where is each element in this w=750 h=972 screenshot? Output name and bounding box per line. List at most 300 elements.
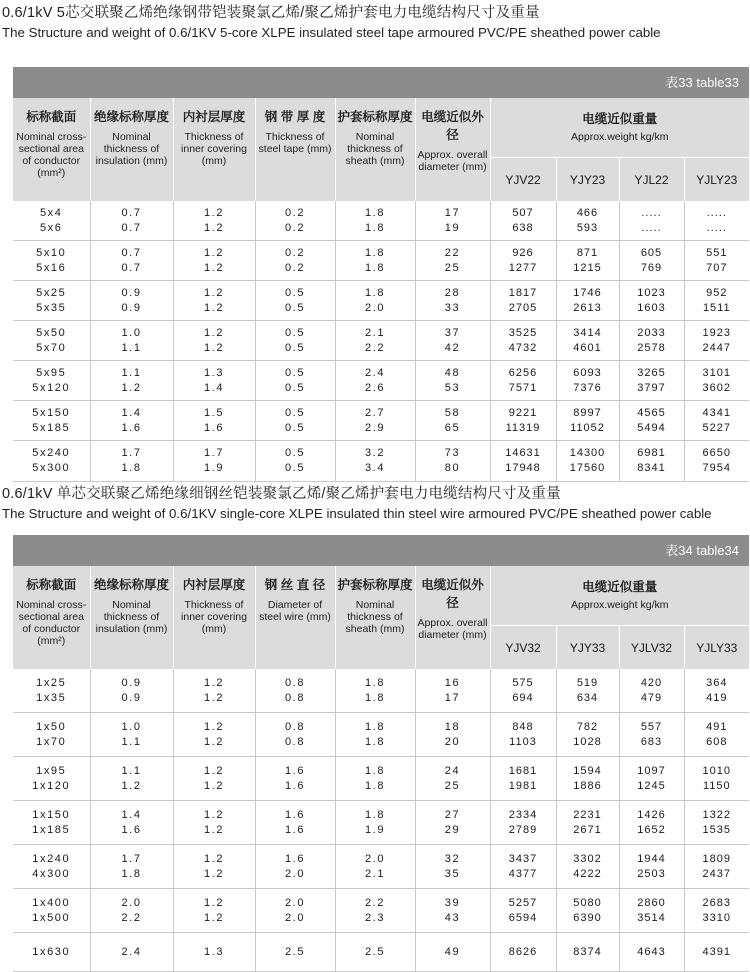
weight-col-2: YJY23 — [556, 158, 619, 202]
cell-arm — [255, 441, 335, 482]
cell-value: 2.9 — [364, 421, 386, 434]
cell-w1 — [490, 241, 556, 281]
cell-ins — [90, 361, 173, 401]
cell-value: 3302 — [573, 852, 602, 865]
cell-w2 — [556, 845, 619, 889]
cell-value: 53 — [444, 381, 461, 394]
cell-area — [13, 401, 90, 441]
cell-w4 — [684, 713, 749, 757]
cell-value: 5x50 — [36, 326, 67, 339]
cell-ins — [90, 201, 173, 241]
cell-value: 694 — [512, 691, 534, 704]
cell-inner — [173, 201, 255, 241]
cell-value: 2.5 — [364, 945, 386, 958]
cell-value: 8626 — [508, 945, 538, 958]
cell-value: 42 — [444, 341, 461, 354]
cell-value: 0.7 — [121, 246, 142, 259]
cell-value: 4643 — [637, 945, 666, 958]
cell-w4 — [684, 441, 749, 482]
cell-w2 — [556, 757, 619, 801]
header-inner-covering: 内衬层厚度 Thickness of inner covering (mm) — [173, 98, 255, 201]
cell-w3 — [619, 201, 684, 241]
cell-value: 28 — [444, 286, 461, 299]
cell-value: 1.8 — [121, 867, 142, 880]
cell-w4 — [684, 889, 749, 933]
cell-value: 24 — [444, 764, 461, 777]
cell-value: 1322 — [702, 808, 731, 821]
cell-value: ..... — [706, 206, 727, 219]
table33-grid — [13, 98, 749, 482]
cell-value: 0.2 — [284, 221, 306, 234]
cell-value: 1.2 — [121, 779, 142, 792]
cell-value: 1.2 — [203, 911, 225, 924]
cell-value: 7376 — [573, 381, 602, 394]
cell-value: 1215 — [573, 261, 602, 274]
cell-w1 — [490, 757, 556, 801]
cell-value: 1.6 — [121, 823, 142, 836]
cell-value: 1.8 — [364, 286, 386, 299]
cell-w1 — [490, 201, 556, 241]
cell-value: 2671 — [573, 823, 602, 836]
cell-value: 2.2 — [121, 911, 142, 924]
cell-value: 1.2 — [203, 720, 225, 733]
cell-value: 1.2 — [203, 896, 225, 909]
cell-value: 0.8 — [284, 691, 306, 704]
cell-value: 4x300 — [32, 867, 71, 880]
cell-sheath — [335, 845, 415, 889]
cell-value: 49 — [444, 945, 461, 958]
cell-value: 2.0 — [364, 852, 386, 865]
cell-dia — [415, 757, 490, 801]
cell-sheath — [335, 201, 415, 241]
cell-value: 1.2 — [203, 852, 225, 865]
cell-w1 — [490, 361, 556, 401]
cell-value: 1.2 — [203, 221, 225, 234]
header-weight: 电缆近似重量 Approx.weight kg/km — [490, 566, 749, 626]
cell-value: 33 — [444, 301, 461, 314]
cell-w3 — [619, 713, 684, 757]
cell-value: 1.4 — [203, 381, 225, 394]
cell-value: 20 — [444, 735, 461, 748]
cell-value: 2.1 — [364, 326, 386, 339]
header-area: 标称截面 Nominal cross-sectional area of conductor (mm²) — [13, 566, 90, 669]
cell-value: 7571 — [508, 381, 538, 394]
cell-dia — [415, 441, 490, 482]
cell-ins — [90, 441, 173, 482]
cell-value: 507 — [512, 206, 534, 219]
cell-value: 43 — [444, 911, 461, 924]
cell-value: 0.7 — [121, 206, 142, 219]
cell-value: ..... — [706, 221, 727, 234]
cell-w2 — [556, 801, 619, 845]
cell-value: 32 — [444, 852, 461, 865]
table34-section — [0, 486, 750, 958]
cell-sheath — [335, 321, 415, 361]
table-row — [13, 441, 749, 482]
cell-value: 1923 — [702, 326, 731, 339]
weight-col-4: YJLY23 — [684, 158, 749, 202]
cell-value: 2683 — [702, 896, 731, 909]
cell-w2 — [556, 321, 619, 361]
cell-value: 0.5 — [284, 301, 306, 314]
cell-value: 1x500 — [32, 911, 71, 924]
cell-value: 519 — [576, 676, 599, 689]
cell-arm — [255, 401, 335, 441]
cell-value: 1.4 — [121, 406, 142, 419]
cell-w1 — [490, 401, 556, 441]
cell-value: 2.0 — [121, 896, 142, 909]
cell-value: 58 — [444, 406, 461, 419]
cell-value: 1746 — [573, 286, 602, 299]
cell-value: 11052 — [570, 421, 605, 434]
cell-value: 5494 — [637, 421, 666, 434]
cell-value: 1.6 — [121, 421, 142, 434]
cell-w4 — [684, 933, 749, 972]
cell-value: 2705 — [508, 301, 538, 314]
cell-value: 80 — [444, 462, 461, 474]
cell-w3 — [619, 933, 684, 972]
table33-tag: 表33 table33 — [13, 67, 749, 98]
cell-sheath — [335, 281, 415, 321]
cell-w2 — [556, 401, 619, 441]
header-sheath: 护套标称厚度 Nominal thickness of sheath (mm) — [335, 98, 415, 201]
cell-w4 — [684, 321, 749, 361]
cell-value: 0.2 — [284, 246, 306, 259]
cell-area — [13, 801, 90, 845]
cell-value: 4391 — [702, 945, 731, 958]
cell-value: 1.0 — [121, 326, 142, 339]
cell-w4 — [684, 669, 749, 713]
cell-value: 1809 — [702, 852, 731, 865]
cell-value: 1.6 — [284, 808, 306, 821]
cell-value: 3525 — [508, 326, 538, 339]
cell-value: 1277 — [508, 261, 538, 274]
cell-value: 1.2 — [203, 301, 225, 314]
cell-value: 16 — [444, 676, 461, 689]
cell-value: 1x95 — [36, 764, 67, 777]
table-row — [13, 933, 749, 972]
cell-value: 1.0 — [121, 720, 142, 733]
header-weight: 电缆近似重量 Approx.weight kg/km — [490, 98, 749, 158]
table34-tag: 表34 table34 — [13, 535, 749, 566]
cell-value: 707 — [706, 261, 728, 274]
cell-w4 — [684, 241, 749, 281]
cell-area — [13, 889, 90, 933]
cell-value: 1x400 — [32, 896, 71, 909]
cell-value: 5x4 — [39, 206, 63, 219]
cell-value: 1010 — [702, 764, 731, 777]
cell-value: 1.8 — [364, 735, 386, 748]
cell-value: 37 — [444, 326, 461, 339]
cell-sheath — [335, 241, 415, 281]
cell-value: 29 — [444, 823, 461, 836]
cell-value: 1.6 — [203, 421, 225, 434]
cell-value: 0.9 — [121, 691, 142, 704]
cell-value: 2503 — [637, 867, 666, 880]
cell-value: 4341 — [702, 406, 731, 419]
weight-col-3: YJLV32 — [619, 626, 684, 670]
cell-inner — [173, 801, 255, 845]
cell-arm — [255, 889, 335, 933]
cell-value: 3310 — [702, 911, 731, 924]
cell-value: 39 — [444, 896, 461, 909]
cell-w1 — [490, 845, 556, 889]
cell-value: 3.2 — [364, 447, 386, 459]
cell-value: 1.8 — [364, 246, 386, 259]
cell-value: 5x185 — [32, 421, 71, 434]
cell-w4 — [684, 845, 749, 889]
cell-w3 — [619, 241, 684, 281]
cell-value: 1150 — [702, 779, 731, 792]
cell-value: 2.0 — [284, 867, 306, 880]
cell-value: 0.5 — [284, 341, 306, 354]
cell-ins — [90, 889, 173, 933]
cell-w4 — [684, 281, 749, 321]
cell-value: 1.2 — [203, 691, 225, 704]
weight-col-1: YJV22 — [490, 158, 556, 202]
cell-value: 634 — [576, 691, 599, 704]
cell-value: 1.2 — [203, 823, 225, 836]
table34-grid — [13, 566, 749, 972]
cell-w4 — [684, 201, 749, 241]
cell-dia — [415, 845, 490, 889]
cell-value: 1.9 — [364, 823, 386, 836]
cell-arm — [255, 201, 335, 241]
cell-value: 2.0 — [284, 896, 306, 909]
cell-value: 2.4 — [364, 366, 386, 379]
cell-dia — [415, 321, 490, 361]
cell-value: 5x240 — [32, 447, 71, 459]
cell-inner — [173, 933, 255, 972]
cell-value: 1097 — [637, 764, 666, 777]
cell-dia — [415, 713, 490, 757]
header-diameter: 电缆近似外径 Approx. overall diameter (mm) — [415, 566, 490, 669]
cell-value: 2.1 — [364, 867, 386, 880]
table34 — [13, 535, 749, 972]
cell-area — [13, 361, 90, 401]
cell-value: 1023 — [637, 286, 666, 299]
cell-value: 782 — [576, 720, 599, 733]
cell-value: 6594 — [508, 911, 538, 924]
header-insulation: 绝缘标称厚度 Nominal thickness of insulation (mm) — [90, 98, 173, 201]
cell-dia — [415, 889, 490, 933]
cell-value: 5x95 — [36, 366, 67, 379]
cell-w3 — [619, 361, 684, 401]
table34-title-en: The Structure and weight of 0.6/1KV single-core XLPE insulated thin steel wire armoured PVC/PE sheathed power cable — [2, 506, 712, 521]
weight-col-2: YJY33 — [556, 626, 619, 670]
cell-value: 1.1 — [121, 735, 142, 748]
cell-w2 — [556, 933, 619, 972]
cell-value: 1.7 — [203, 447, 225, 459]
cell-value: 8341 — [637, 462, 666, 474]
cell-w4 — [684, 757, 749, 801]
cell-value: 575 — [512, 676, 534, 689]
cell-value: 1x240 — [32, 852, 71, 865]
cell-value: 1.7 — [121, 447, 142, 459]
cell-w1 — [490, 281, 556, 321]
cell-value: 0.7 — [121, 221, 142, 234]
cell-value: 1.2 — [203, 764, 225, 777]
table33-header-row — [13, 98, 749, 158]
cell-inner — [173, 757, 255, 801]
cell-value: 1535 — [702, 823, 731, 836]
cell-ins — [90, 401, 173, 441]
cell-value: 1426 — [637, 808, 666, 821]
cell-value: 2.2 — [364, 896, 386, 909]
cell-value: 5x70 — [36, 341, 67, 354]
cell-value: 1.8 — [364, 676, 386, 689]
cell-arm — [255, 321, 335, 361]
cell-ins — [90, 713, 173, 757]
cell-value: 22 — [444, 246, 461, 259]
cell-value: 4565 — [637, 406, 666, 419]
cell-value: 5227 — [702, 421, 731, 434]
cell-value: 926 — [512, 246, 534, 259]
cell-w4 — [684, 361, 749, 401]
cell-value: 2.7 — [364, 406, 386, 419]
table-row — [13, 845, 749, 889]
cell-value: 35 — [444, 867, 461, 880]
cell-sheath — [335, 401, 415, 441]
cell-value: 1.2 — [121, 381, 142, 394]
cell-value: 8374 — [573, 945, 602, 958]
cell-arm — [255, 801, 335, 845]
cell-value: 1.8 — [364, 221, 386, 234]
cell-sheath — [335, 757, 415, 801]
cell-value: 3437 — [508, 852, 538, 865]
cell-value: 871 — [576, 246, 599, 259]
cell-value: 6390 — [573, 911, 602, 924]
cell-value: 0.7 — [121, 261, 142, 274]
cell-value: 1245 — [637, 779, 666, 792]
cell-value: 1.2 — [203, 246, 225, 259]
cell-value: 11319 — [505, 421, 541, 434]
cell-w3 — [619, 757, 684, 801]
cell-value: 2.3 — [364, 911, 386, 924]
cell-w1 — [490, 933, 556, 972]
cell-value: 557 — [640, 720, 663, 733]
cell-value: 466 — [576, 206, 599, 219]
cell-value: 1.8 — [364, 206, 386, 219]
table-row — [13, 669, 749, 713]
header-wire-diameter: 钢 丝 直 径 Diameter of steel wire (mm) — [255, 566, 335, 669]
table34-body — [13, 669, 749, 972]
table-row — [13, 713, 749, 757]
cell-dia — [415, 669, 490, 713]
cell-value: 3602 — [702, 381, 731, 394]
cell-value: 1.6 — [284, 823, 306, 836]
cell-value: 0.5 — [284, 421, 306, 434]
cell-arm — [255, 361, 335, 401]
cell-value: 2334 — [508, 808, 538, 821]
cell-value: 5x25 — [36, 286, 67, 299]
cell-value: 0.5 — [284, 447, 306, 459]
cell-value: 2.2 — [364, 341, 386, 354]
cell-area — [13, 669, 90, 713]
cell-value: 2.0 — [364, 301, 386, 314]
cell-inner — [173, 889, 255, 933]
cell-arm — [255, 933, 335, 972]
cell-area — [13, 201, 90, 241]
cell-value: 593 — [576, 221, 599, 234]
cell-area — [13, 241, 90, 281]
cell-value: 0.9 — [121, 301, 142, 314]
cell-value: 1511 — [702, 301, 731, 314]
header-sheath: 护套标称厚度 Nominal thickness of sheath (mm) — [335, 566, 415, 669]
cell-value: 5x300 — [32, 462, 71, 474]
cell-value: 5x120 — [32, 381, 71, 394]
cell-value: 17 — [444, 691, 461, 704]
cell-value: 1x120 — [32, 779, 71, 792]
cell-w3 — [619, 281, 684, 321]
cell-value: 18 — [444, 720, 461, 733]
cell-w2 — [556, 201, 619, 241]
cell-value: 0.9 — [121, 286, 142, 299]
table33-title-cn: 0.6/1kV 5芯交联聚乙烯绝缘钢带铠装聚氯乙烯/聚乙烯护套电力电缆结构尺寸及重量 — [2, 5, 540, 21]
cell-w3 — [619, 669, 684, 713]
cell-inner — [173, 361, 255, 401]
table34-title-cn: 0.6/1kV 单芯交联聚乙烯绝缘细钢丝铠装聚氯乙烯/聚乙烯护套电力电缆结构尺寸及重量 — [2, 486, 561, 502]
cell-value: 1.2 — [203, 326, 225, 339]
cell-value: 2.0 — [284, 911, 306, 924]
cell-value: 2789 — [508, 823, 538, 836]
cell-ins — [90, 933, 173, 972]
cell-value: 1x150 — [32, 808, 71, 821]
weight-col-1: YJV32 — [490, 626, 556, 670]
cell-value: 5x16 — [36, 261, 67, 274]
cell-value: 0.5 — [284, 462, 306, 474]
cell-value: 3797 — [637, 381, 666, 394]
cell-value: 5x35 — [36, 301, 67, 314]
cell-value: 0.2 — [284, 261, 306, 274]
cell-w4 — [684, 401, 749, 441]
cell-value: 17560 — [569, 462, 606, 474]
cell-sheath — [335, 713, 415, 757]
cell-value: 5257 — [508, 896, 538, 909]
cell-value: 4377 — [508, 867, 538, 880]
header-inner-covering: 内衬层厚度 Thickness of inner covering (mm) — [173, 566, 255, 669]
cell-value: 2447 — [702, 341, 731, 354]
cell-w1 — [490, 713, 556, 757]
cell-area — [13, 441, 90, 482]
table-row — [13, 401, 749, 441]
header-area: 标称截面 Nominal cross-sectional area of conductor (mm²) — [13, 98, 90, 201]
table33-body — [13, 201, 749, 482]
cell-arm — [255, 757, 335, 801]
cell-value: 1.6 — [284, 852, 306, 865]
header-diameter: 电缆近似外径 Approx. overall diameter (mm) — [415, 98, 490, 201]
table-row — [13, 321, 749, 361]
cell-value: 1.8 — [364, 691, 386, 704]
cell-value: 2613 — [573, 301, 602, 314]
cell-w3 — [619, 801, 684, 845]
cell-value: 364 — [706, 676, 728, 689]
cell-value: 2437 — [702, 867, 731, 880]
cell-value: 7954 — [702, 462, 731, 474]
cell-value: 2.4 — [121, 945, 142, 958]
cell-ins — [90, 321, 173, 361]
cell-ins — [90, 241, 173, 281]
cell-value: 420 — [640, 676, 663, 689]
cell-value: 1.2 — [203, 808, 225, 821]
cell-w2 — [556, 361, 619, 401]
cell-value: 1944 — [637, 852, 666, 865]
cell-value: 0.5 — [284, 366, 306, 379]
cell-value: 5x150 — [32, 406, 71, 419]
cell-value: 1.3 — [203, 945, 225, 958]
cell-value: 479 — [640, 691, 663, 704]
cell-value: 551 — [706, 246, 728, 259]
